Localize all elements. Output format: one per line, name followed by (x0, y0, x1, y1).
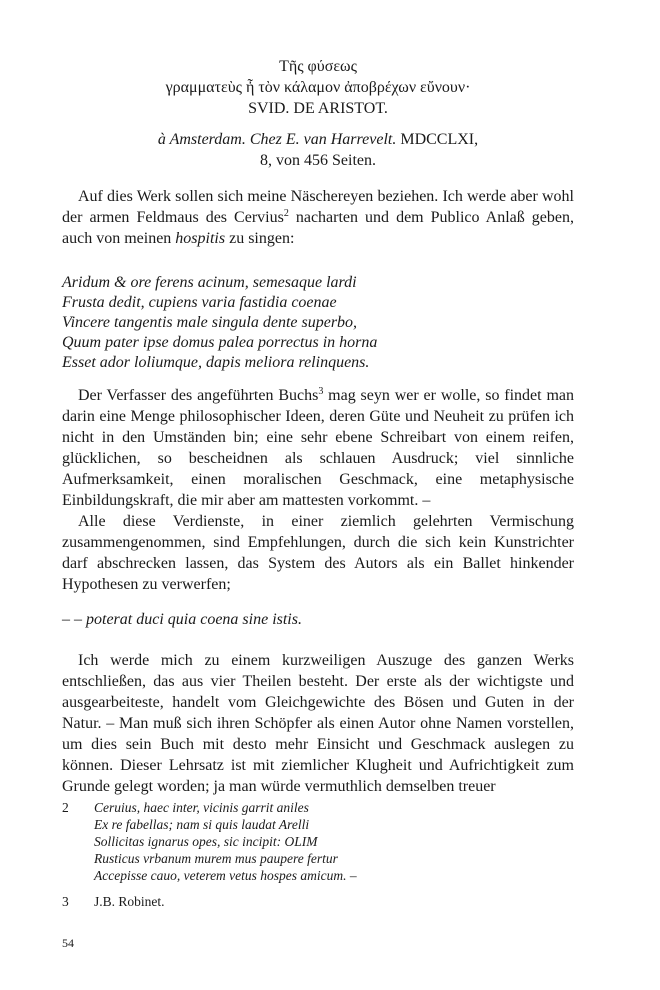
footnote-3 (62, 893, 574, 910)
footnote-ref-3[interactable]: 3 (318, 386, 324, 397)
paragraph-1-emphasis: hospitis (175, 230, 226, 247)
footnote-2-line: Rusticus vrbanum murem mus paupere fertur (94, 851, 338, 866)
latin-quote (62, 609, 574, 629)
epigraph-greek-line-2: γραμματεὺς ἦ τὸν κάλαμον ἀποβρέχων εὔνουν· (165, 79, 471, 96)
footnote-2-line: Ex re fabellas; nam si quis laudat Arelli (94, 817, 310, 832)
page-number: 54 (62, 936, 74, 950)
verse-line: Quum pater ipse domus palea porrectus in horna (62, 334, 378, 351)
paragraph-3: Alle diese Verdienste, in einer ziemlich gelehrten Vermischung zusammengenommen, sind Empfehlungen, durch die sich kein Kunstrichter darf abschrecken lassen, das System des Autors als ein Ballet hinkender Hypothesen zu verwerfen; (62, 513, 574, 593)
paragraph-4-text: Ich werde mich zu einem kurzweiligen Auszuge des ganzen Werks entschließen, das aus vier Theilen besteht. Der erste als der wichtigste und ausgearbeiteste, handelt vom Gleichgewichte des Bösen und Guten in der Natur. – Man muß sich ihren Schöpfer als einen Autor ohne Namen vorstellen, um dies sein Buch mit desto mehr Einsicht und Geschmack auslegen zu können. Dieser Lehrsatz ist mit ziemlicher Klugheit und Aufrichtigkeit zum Grunde gelegt worden; ja man würde vermuthlich demselben treuer (62, 652, 574, 795)
paragraph-4 (62, 650, 574, 797)
paragraph-1-text-b: nacharten und dem Publico Anlaß geben, auch von meinen (62, 209, 574, 247)
paragraph-2-text-b: mag seyn wer er wolle, so findet man darin eine Menge philosophischer Ideen, deren Güte und Neuheit zu prüfen ich nicht in den Umständen bin; eine sehr ebene Schreibart von einem reifen, glücklichen, so bescheidnen als schlauen Ausdruck; viel sinnliche Aufmerksamkeit, einen moralischen Geschmack, eine metaphysische Einbildungskraft, die mir aber am mattesten vorkommt. – (62, 387, 574, 509)
latin-verse (62, 272, 574, 372)
verse-line: Frusta dedit, cupiens varia fastidia coenae (62, 294, 337, 311)
imprint (62, 129, 574, 171)
epigraph (62, 56, 574, 119)
paragraph-1-text-c: zu singen: (225, 230, 295, 247)
imprint-place-publisher: à Amsterdam. Chez E. van Harrevelt. (157, 131, 397, 148)
imprint-year: MDCCLXI, (396, 131, 479, 148)
verse-line: Vincere tangentis male singula dente superbo, (62, 314, 358, 331)
quote-dash: – – (62, 611, 86, 628)
paragraph-2 (62, 385, 574, 595)
footnote-2-number: 2 (62, 800, 69, 815)
verse-line: Aridum & ore ferens acinum, semesaque lardi (62, 274, 357, 291)
footnote-2-line: Ceruius, haec inter, vicinis garrit aniles (94, 800, 309, 815)
epigraph-greek-line-1: Τῆς φύσεως (279, 58, 357, 75)
footnote-2 (62, 799, 574, 884)
paragraph-1-text-a: Auf dies Werk sollen sich meine Näschereyen beziehen. Ich werde aber wohl der armen Feldmaus des Cervius (62, 188, 574, 226)
paragraph-1 (62, 186, 574, 249)
footnote-2-line: Accepisse cauo, veterem vetus hospes amicum. – (94, 868, 357, 883)
footnote-2-line: Sollicitas ignarus opes, sic incipit: OLIM (94, 834, 318, 849)
verse-line: Esset ador loliumque, dapis meliora relinquens. (62, 354, 370, 371)
epigraph-source: SVID. DE ARISTOT. (248, 100, 388, 117)
paragraph-2-text-a: Der Verfasser des angeführten Buchs (78, 387, 319, 404)
imprint-line-1 (62, 129, 574, 150)
quote-text: poterat duci quia coena sine istis. (86, 611, 302, 628)
footnote-3-number: 3 (62, 894, 69, 909)
footnote-ref-2[interactable]: 2 (283, 208, 289, 219)
footnote-3-text: J.B. Robinet. (94, 894, 165, 909)
imprint-format: 8, von 456 Seiten. (260, 152, 376, 169)
